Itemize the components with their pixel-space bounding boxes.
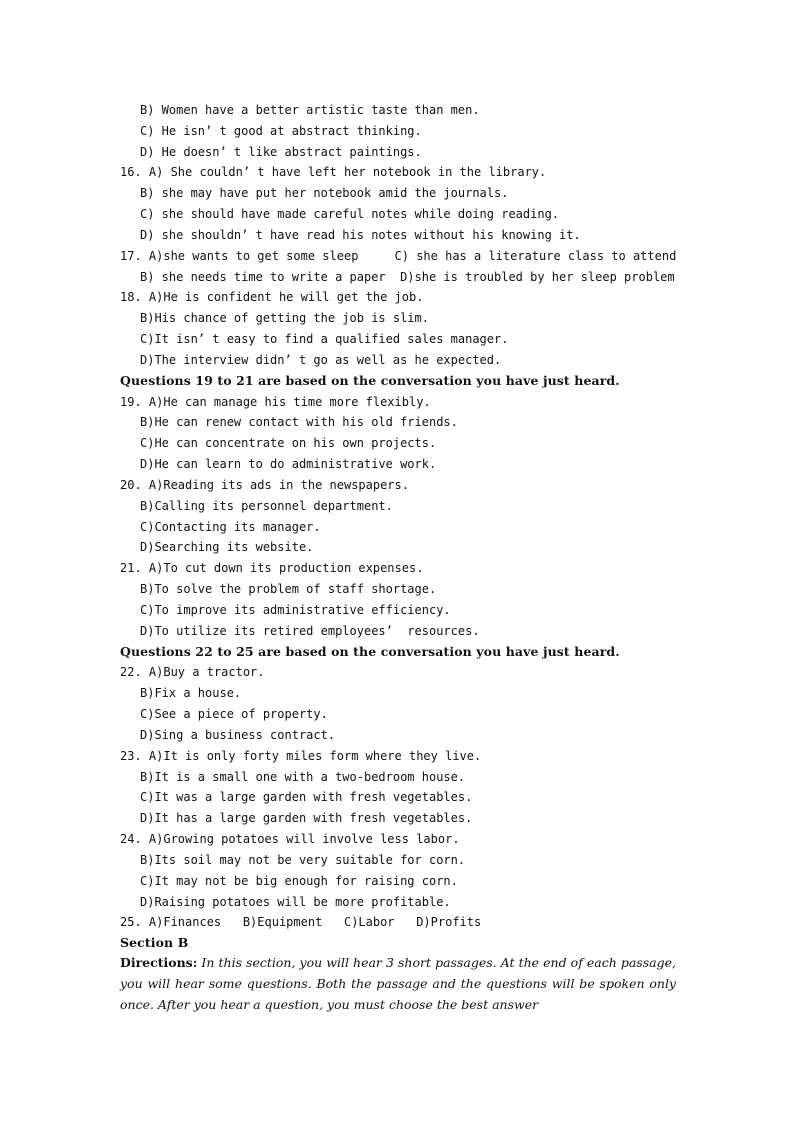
section-heading: Questions 19 to 21 are based on the conversation you have just heard.	[120, 372, 620, 388]
question-line: B)Calling its personnel department.	[140, 498, 393, 513]
directions-text: In this section, you will hear 3 short passages. At the end of each passage, you will hear some questions. Both the passage and the questions will be spoken only once. After you hear a question, you must choose the best answer	[120, 955, 676, 1012]
question-line: D)He can learn to do administrative work.	[140, 457, 437, 472]
question-line: 21. A)To cut down its production expenses.	[120, 561, 424, 576]
question-line: D) He doesn’ t like abstract paintings.	[140, 144, 422, 159]
question-line: B) she may have put her notebook amid the journals.	[140, 186, 509, 201]
question-line: 18. A)He is confident he will get the job.	[120, 290, 424, 305]
question-line: D)To utilize its retired employees’ resources.	[140, 623, 480, 638]
question-line: C)It isn’ t easy to find a qualified sales manager.	[140, 332, 509, 347]
question-line: D)The interview didn’ t go as well as he expected.	[140, 352, 502, 367]
question-line: C)To improve its administrative efficiency.	[140, 602, 451, 617]
directions-paragraph	[120, 953, 676, 1015]
question-line: C)It was a large garden with fresh vegetables.	[140, 790, 473, 805]
question-line: 20. A)Reading its ads in the newspapers.	[120, 477, 409, 492]
question-line: C)Contacting its manager.	[140, 519, 321, 534]
question-line: D)Searching its website.	[140, 540, 314, 555]
question-line: D)Sing a business contract.	[140, 727, 336, 742]
question-line: C) He isn’ t good at abstract thinking.	[140, 123, 422, 138]
question-line: B)He can renew contact with his old friends.	[140, 415, 458, 430]
question-line: C)See a piece of property.	[140, 707, 328, 722]
question-line: D)Raising potatoes will be more profitable.	[140, 894, 451, 909]
question-line: D)It has a large garden with fresh vegetables.	[140, 811, 473, 826]
question-line: C)He can concentrate on his own projects.	[140, 436, 437, 451]
question-line: D) she shouldn’ t have read his notes without his knowing it.	[140, 227, 581, 242]
question-line: 16. A) She couldn’ t have left her notebook in the library.	[120, 165, 547, 180]
question-line: 22. A)Buy a tractor.	[120, 665, 265, 680]
question-line: B) Women have a better artistic taste than men.	[140, 103, 480, 117]
question-line: C)It may not be big enough for raising corn.	[140, 873, 458, 888]
directions-label: Directions:	[120, 955, 198, 971]
question-line: B) she needs time to write a paper D)she is troubled by her sleep problem	[140, 269, 675, 284]
question-line: B)It is a small one with a two-bedroom house.	[140, 769, 466, 784]
section-heading: Section B	[120, 935, 189, 951]
question-line: B)Its soil may not be very suitable for corn.	[140, 852, 466, 867]
question-line: 23. A)It is only forty miles form where they live.	[120, 748, 482, 763]
question-line: 24. A)Growing potatoes will involve less labor.	[120, 832, 460, 847]
section-heading: Questions 22 to 25 are based on the conversation you have just heard.	[120, 643, 620, 659]
question-line: B)To solve the problem of staff shortage.	[140, 582, 437, 597]
question-line: 17. A)she wants to get some sleep C) she has a literature class to attend	[120, 248, 677, 263]
question-line: 19. A)He can manage his time more flexibly.	[120, 394, 431, 409]
question-line: C) she should have made careful notes while doing reading.	[140, 207, 560, 222]
question-line: B)Fix a house.	[140, 686, 242, 701]
question-line: 25. A)Finances B)Equipment C)Labor D)Profits	[120, 915, 482, 930]
question-line: B)His chance of getting the job is slim.	[140, 311, 429, 326]
